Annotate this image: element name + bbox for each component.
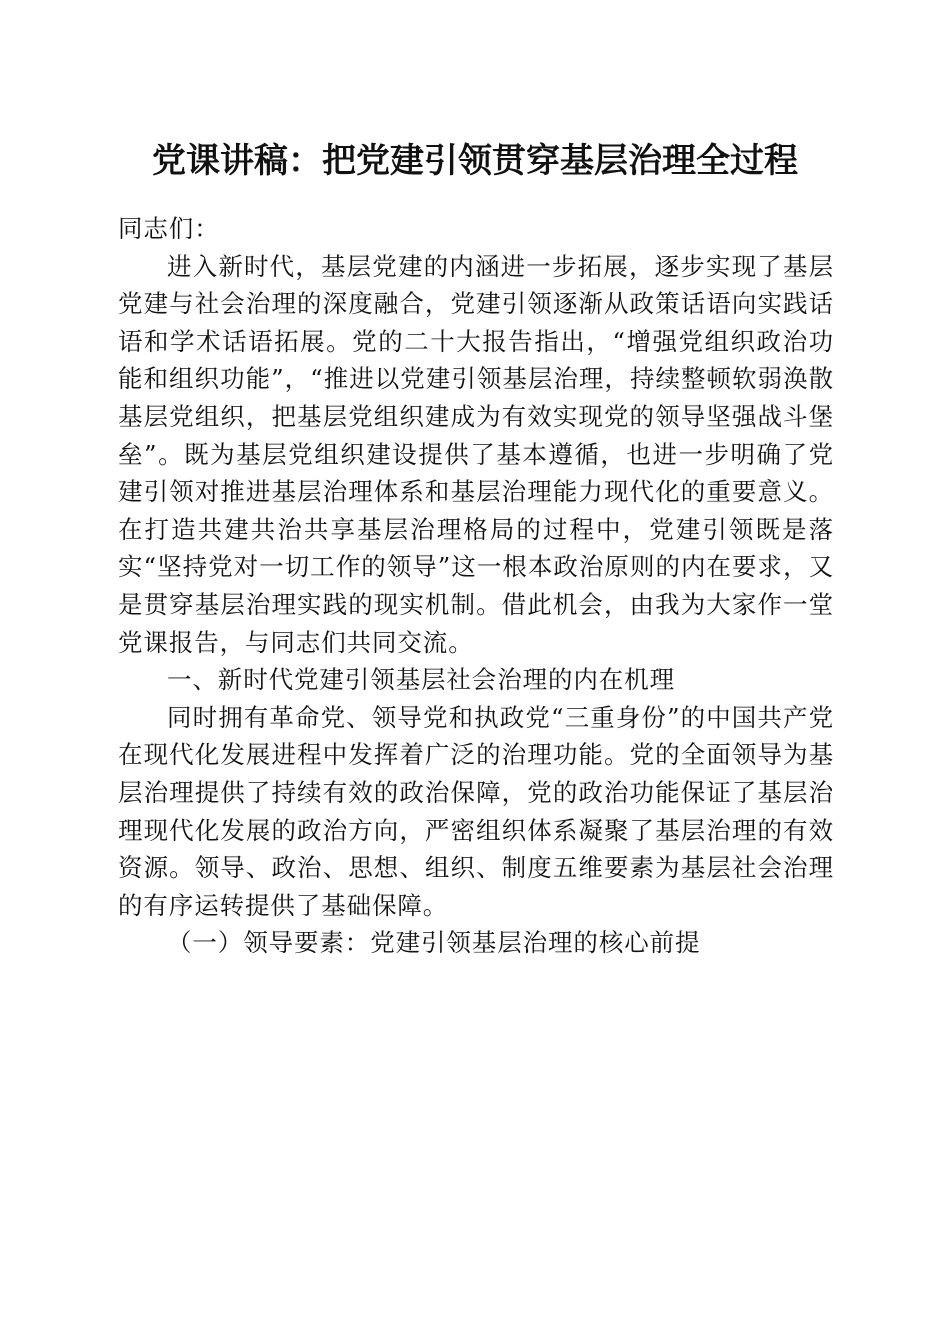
- document-title: 党课讲稿：把党建引领贯穿基层治理全过程: [152, 141, 798, 181]
- section-heading-1: 一、新时代党建引领基层社会治理的内在机理: [167, 665, 675, 695]
- subsection-heading-1: （一）领导要素：党建引领基层治理的核心前提: [167, 928, 701, 958]
- paragraph-intro: 进入新时代，基层党建的内涵进一步拓展，逐步实现了基层党建与社会治理的深度融合，党建引领逐渐从政策话语向实践话语和学术话语拓展。党的二十大报告指出，“增强党组织政治功能和组织功能”，“推进以党建引领基层治理，持续整顿软弱涣散基层党组织，把基层党组织建成为有效实现党的领导坚强战斗堡垒”。既为基层党组织建设提供了基本遵循，也进一步明确了党建引领对推进基层治理体系和基层治理能力现代化的重要意义。在打造共建共治共享基层治理格局的过程中，党建引领既是落实“坚持党对一切工作的领导”这一根本政治原则的内在要求，又是贯穿基层治理实践的现实机制。借此机会，由我为大家作一堂党课报告，与同志们共同交流。: [118, 251, 834, 657]
- salutation: 同志们：: [118, 214, 220, 243]
- document-body: [118, 210, 834, 962]
- paragraph-mechanism: 同时拥有革命党、领导党和执政党“三重身份”的中国共产党在现代化发展进程中发挥着广泛的治理功能。党的全面领导为基层治理提供了持续有效的政治保障，党的政治功能保证了基层治理现代化发展的政治方向，严密组织体系凝聚了基层治理的有效资源。领导、政治、思想、组织、制度五维要素为基层社会治理的有序运转提供了基础保障。: [118, 702, 834, 920]
